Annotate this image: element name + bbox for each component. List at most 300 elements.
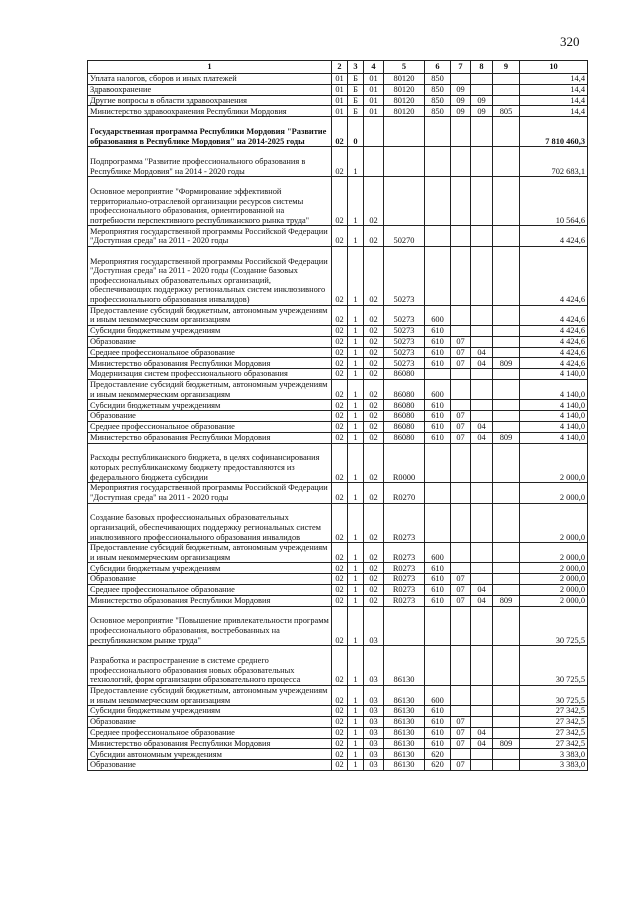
code-ministry <box>493 749 520 760</box>
code-expense-type: 850 <box>425 106 451 117</box>
code-direction: R0273 <box>384 585 425 596</box>
code-subsection: 04 <box>471 432 493 443</box>
code-section: 09 <box>451 106 471 117</box>
code-expense-type: 620 <box>425 760 451 771</box>
table-row <box>88 117 588 147</box>
code-ministry <box>493 411 520 422</box>
code-ministry <box>493 706 520 717</box>
code-sub: 1 <box>348 503 364 543</box>
row-amount: 4 424,6 <box>520 325 588 336</box>
row-amount: 30 725,5 <box>520 646 588 686</box>
code-expense-type: 610 <box>425 563 451 574</box>
row-name: Подпрограмма "Развитие профессионального образования в Республике Мордовия" на 2014 - 2020 годы <box>88 147 332 177</box>
row-amount: 4 424,6 <box>520 336 588 347</box>
table-row <box>88 411 588 422</box>
code-section <box>451 400 471 411</box>
row-amount: 4 424,6 <box>520 358 588 369</box>
code-section: 07 <box>451 717 471 728</box>
row-name: Субсидии бюджетным учреждениям <box>88 400 332 411</box>
code-gp: 02 <box>332 685 348 705</box>
row-name: Субсидии автономным учреждениям <box>88 749 332 760</box>
code-ministry <box>493 325 520 336</box>
code-subsection <box>471 400 493 411</box>
code-ministry <box>493 400 520 411</box>
code-expense-type <box>425 177 451 226</box>
code-direction: 86080 <box>384 379 425 399</box>
code-subsection <box>471 646 493 686</box>
code-expense-type <box>425 117 451 147</box>
row-name: Основное мероприятие "Формирование эффективной территориально-отраслевой организации ресурсов системы профессионального образования, ориентированной на потребности перспективного республиканского рынка труда" <box>88 177 332 226</box>
table-row <box>88 305 588 325</box>
code-ministry: 805 <box>493 106 520 117</box>
code-section <box>451 369 471 380</box>
code-ministry <box>493 147 520 177</box>
table-row <box>88 246 588 305</box>
code-event: 02 <box>364 347 384 358</box>
code-sub: 1 <box>348 685 364 705</box>
code-expense-type <box>425 246 451 305</box>
code-subsection: 04 <box>471 347 493 358</box>
code-event: 03 <box>364 706 384 717</box>
code-direction: 86130 <box>384 646 425 686</box>
code-sub: 1 <box>348 400 364 411</box>
table-row <box>88 177 588 226</box>
code-gp: 02 <box>332 400 348 411</box>
code-subsection <box>471 717 493 728</box>
code-subsection <box>471 749 493 760</box>
code-expense-type: 610 <box>425 717 451 728</box>
code-direction: 50273 <box>384 325 425 336</box>
code-subsection <box>471 147 493 177</box>
code-section <box>451 563 471 574</box>
code-event: 02 <box>364 226 384 246</box>
row-name: Модернизация систем профессионального образования <box>88 369 332 380</box>
code-event: 02 <box>364 379 384 399</box>
code-gp: 02 <box>332 585 348 596</box>
code-section: 07 <box>451 595 471 606</box>
row-amount: 27 342,5 <box>520 738 588 749</box>
row-amount: 2 000,0 <box>520 563 588 574</box>
table-row <box>88 421 588 432</box>
code-event: 02 <box>364 305 384 325</box>
code-sub: 1 <box>348 358 364 369</box>
code-direction: 86130 <box>384 727 425 738</box>
table-row <box>88 727 588 738</box>
code-direction <box>384 177 425 226</box>
code-direction: 80120 <box>384 84 425 95</box>
code-ministry <box>493 177 520 226</box>
code-direction: 50273 <box>384 336 425 347</box>
code-expense-type: 600 <box>425 379 451 399</box>
code-gp: 02 <box>332 226 348 246</box>
code-event: 02 <box>364 325 384 336</box>
code-section <box>451 147 471 177</box>
code-section: 07 <box>451 347 471 358</box>
code-gp: 02 <box>332 646 348 686</box>
code-sub: Б <box>348 106 364 117</box>
table-row <box>88 95 588 106</box>
code-gp: 02 <box>332 717 348 728</box>
code-gp: 02 <box>332 411 348 422</box>
code-section: 07 <box>451 336 471 347</box>
table-row <box>88 760 588 771</box>
code-subsection <box>471 305 493 325</box>
code-gp: 01 <box>332 74 348 85</box>
code-sub: 1 <box>348 543 364 563</box>
row-amount: 27 342,5 <box>520 717 588 728</box>
code-gp: 02 <box>332 443 348 483</box>
code-expense-type: 610 <box>425 432 451 443</box>
code-sub: 1 <box>348 432 364 443</box>
code-expense-type <box>425 226 451 246</box>
code-event: 02 <box>364 563 384 574</box>
code-expense-type <box>425 147 451 177</box>
code-ministry <box>493 760 520 771</box>
table-row <box>88 503 588 543</box>
code-expense-type: 600 <box>425 305 451 325</box>
column-header: 3 <box>348 61 364 74</box>
code-sub: Б <box>348 95 364 106</box>
code-sub: 1 <box>348 717 364 728</box>
code-ministry <box>493 379 520 399</box>
code-gp: 02 <box>332 706 348 717</box>
code-ministry: 809 <box>493 595 520 606</box>
column-header: 9 <box>493 61 520 74</box>
row-amount: 4 140,0 <box>520 379 588 399</box>
code-ministry <box>493 95 520 106</box>
code-section: 07 <box>451 585 471 596</box>
code-subsection <box>471 543 493 563</box>
code-sub: 1 <box>348 305 364 325</box>
code-sub: 1 <box>348 483 364 503</box>
table-row <box>88 432 588 443</box>
code-sub: 1 <box>348 411 364 422</box>
code-sub: 1 <box>348 606 364 646</box>
code-subsection <box>471 443 493 483</box>
code-direction <box>384 117 425 147</box>
code-sub: 1 <box>348 706 364 717</box>
code-gp: 02 <box>332 177 348 226</box>
code-sub: 1 <box>348 347 364 358</box>
table-row <box>88 379 588 399</box>
code-gp: 02 <box>332 749 348 760</box>
code-section <box>451 685 471 705</box>
code-section <box>451 226 471 246</box>
table-row <box>88 749 588 760</box>
code-sub: 1 <box>348 443 364 483</box>
code-subsection: 09 <box>471 106 493 117</box>
row-name: Основное мероприятие "Повышение привлекательности программ профессионального образования, востребованных на республиканском рынке труда" <box>88 606 332 646</box>
code-expense-type: 610 <box>425 738 451 749</box>
table-row <box>88 106 588 117</box>
table-row <box>88 443 588 483</box>
code-event: 03 <box>364 760 384 771</box>
row-name: Министерство образования Республики Мордовия <box>88 595 332 606</box>
code-event: 02 <box>364 336 384 347</box>
code-gp: 02 <box>332 369 348 380</box>
code-event: 01 <box>364 84 384 95</box>
code-section: 07 <box>451 760 471 771</box>
row-amount: 3 383,0 <box>520 749 588 760</box>
code-ministry <box>493 74 520 85</box>
code-expense-type <box>425 369 451 380</box>
table-row <box>88 595 588 606</box>
column-header: 10 <box>520 61 588 74</box>
code-section <box>451 325 471 336</box>
code-expense-type: 610 <box>425 325 451 336</box>
code-gp: 01 <box>332 84 348 95</box>
code-expense-type: 610 <box>425 574 451 585</box>
row-amount: 4 424,6 <box>520 305 588 325</box>
code-section <box>451 646 471 686</box>
code-section <box>451 305 471 325</box>
code-sub: 1 <box>348 574 364 585</box>
code-direction: R0000 <box>384 443 425 483</box>
row-name: Здравоохранение <box>88 84 332 95</box>
code-expense-type: 850 <box>425 74 451 85</box>
table-row <box>88 585 588 596</box>
code-gp: 02 <box>332 432 348 443</box>
code-gp: 02 <box>332 421 348 432</box>
code-expense-type: 620 <box>425 749 451 760</box>
code-subsection <box>471 226 493 246</box>
table-row <box>88 347 588 358</box>
row-amount: 14,4 <box>520 84 588 95</box>
code-sub: 1 <box>348 336 364 347</box>
row-name: Уплата налогов, сборов и иных платежей <box>88 74 332 85</box>
code-gp: 02 <box>332 305 348 325</box>
row-name: Среднее профессиональное образование <box>88 421 332 432</box>
code-event: 02 <box>364 585 384 596</box>
row-name: Предоставление субсидий бюджетным, автономным учреждениям и иным некоммерческим организациям <box>88 379 332 399</box>
row-name: Субсидии бюджетным учреждениям <box>88 706 332 717</box>
code-expense-type <box>425 443 451 483</box>
code-gp: 02 <box>332 379 348 399</box>
code-section: 07 <box>451 574 471 585</box>
row-amount: 27 342,5 <box>520 706 588 717</box>
code-event: 01 <box>364 74 384 85</box>
row-amount: 27 342,5 <box>520 727 588 738</box>
row-amount: 2 000,0 <box>520 443 588 483</box>
table-row <box>88 563 588 574</box>
row-amount: 4 140,0 <box>520 432 588 443</box>
row-name: Образование <box>88 760 332 771</box>
table-row <box>88 369 588 380</box>
code-gp: 02 <box>332 336 348 347</box>
row-name: Предоставление субсидий бюджетным, автономным учреждениям и иным некоммерческим организациям <box>88 685 332 705</box>
row-name: Образование <box>88 717 332 728</box>
code-direction: R0273 <box>384 595 425 606</box>
budget-table <box>87 60 588 771</box>
code-sub: 1 <box>348 727 364 738</box>
code-direction: 80120 <box>384 74 425 85</box>
table-body <box>88 74 588 771</box>
code-subsection <box>471 483 493 503</box>
page-number: 320 <box>560 34 580 49</box>
code-event: 03 <box>364 749 384 760</box>
code-subsection: 04 <box>471 585 493 596</box>
code-sub: 1 <box>348 325 364 336</box>
code-gp: 02 <box>332 760 348 771</box>
code-ministry <box>493 606 520 646</box>
row-name: Субсидии бюджетным учреждениям <box>88 563 332 574</box>
code-subsection <box>471 563 493 574</box>
code-direction: 86080 <box>384 432 425 443</box>
table-row <box>88 483 588 503</box>
row-name: Мероприятия государственной программы Российской Федерации "Доступная среда" на 2011 - 2020 годы <box>88 483 332 503</box>
code-subsection: 04 <box>471 738 493 749</box>
row-name: Мероприятия государственной программы Российской Федерации "Доступная среда" на 2011 - 2020 годы (Создание базовых профессиональных образовательных организаций, обеспечивающих поддержку региональных систем инклюзивного профессионального образования инвалидов) <box>88 246 332 305</box>
code-direction: R0270 <box>384 483 425 503</box>
code-ministry <box>493 574 520 585</box>
row-name: Мероприятия государственной программы Российской Федерации "Доступная среда" на 2011 - 2020 годы <box>88 226 332 246</box>
code-sub: 1 <box>348 646 364 686</box>
code-direction: 86080 <box>384 369 425 380</box>
code-event: 02 <box>364 483 384 503</box>
code-event: 03 <box>364 685 384 705</box>
column-header: 7 <box>451 61 471 74</box>
code-direction: 86130 <box>384 760 425 771</box>
code-direction: R0273 <box>384 563 425 574</box>
code-gp: 02 <box>332 543 348 563</box>
code-event: 03 <box>364 727 384 738</box>
column-header: 2 <box>332 61 348 74</box>
row-name: Создание базовых профессиональных образовательных организаций, обеспечивающих поддержку региональных систем инклюзивного профессионального образования инвалидов <box>88 503 332 543</box>
table-row <box>88 74 588 85</box>
table-row <box>88 738 588 749</box>
code-gp: 02 <box>332 606 348 646</box>
code-section <box>451 749 471 760</box>
code-gp: 02 <box>332 503 348 543</box>
row-amount: 4 140,0 <box>520 400 588 411</box>
code-sub: 1 <box>348 421 364 432</box>
code-ministry <box>493 543 520 563</box>
code-gp: 02 <box>332 147 348 177</box>
code-event: 03 <box>364 606 384 646</box>
code-subsection <box>471 369 493 380</box>
row-name: Государственная программа Республики Мордовия "Развитие образования в Республике Мордовия" на 2014-2025 годы <box>88 117 332 147</box>
code-direction: 86080 <box>384 411 425 422</box>
row-amount: 30 725,5 <box>520 685 588 705</box>
row-amount: 4 424,6 <box>520 347 588 358</box>
code-direction: 80120 <box>384 106 425 117</box>
code-sub: 1 <box>348 738 364 749</box>
row-name: Министерство здравоохранения Республики Мордовия <box>88 106 332 117</box>
code-section: 07 <box>451 738 471 749</box>
code-ministry <box>493 347 520 358</box>
row-amount: 4 424,6 <box>520 246 588 305</box>
row-name: Образование <box>88 336 332 347</box>
code-event: 02 <box>364 432 384 443</box>
column-header: 5 <box>384 61 425 74</box>
table-header <box>88 61 588 74</box>
row-amount: 2 000,0 <box>520 585 588 596</box>
column-header: 8 <box>471 61 493 74</box>
column-header: 4 <box>364 61 384 74</box>
code-ministry <box>493 246 520 305</box>
code-subsection <box>471 246 493 305</box>
row-amount: 3 383,0 <box>520 760 588 771</box>
code-section: 09 <box>451 95 471 106</box>
code-ministry <box>493 685 520 705</box>
code-gp: 01 <box>332 106 348 117</box>
code-subsection <box>471 706 493 717</box>
row-amount: 2 000,0 <box>520 503 588 543</box>
row-amount: 10 564,6 <box>520 177 588 226</box>
table-row <box>88 147 588 177</box>
code-direction: 50273 <box>384 305 425 325</box>
code-section <box>451 246 471 305</box>
table-row <box>88 717 588 728</box>
code-sub: 1 <box>348 147 364 177</box>
code-gp: 02 <box>332 483 348 503</box>
code-expense-type <box>425 483 451 503</box>
table-row <box>88 574 588 585</box>
code-gp: 02 <box>332 738 348 749</box>
code-sub: Б <box>348 84 364 95</box>
code-sub: 1 <box>348 379 364 399</box>
header-row <box>88 61 588 74</box>
row-amount: 2 000,0 <box>520 595 588 606</box>
code-sub: 0 <box>348 117 364 147</box>
row-amount: 14,4 <box>520 95 588 106</box>
code-section: 07 <box>451 358 471 369</box>
code-subsection <box>471 685 493 705</box>
row-name: Среднее профессиональное образование <box>88 347 332 358</box>
code-subsection <box>471 760 493 771</box>
code-ministry <box>493 646 520 686</box>
code-ministry <box>493 84 520 95</box>
code-subsection <box>471 117 493 147</box>
code-ministry <box>493 443 520 483</box>
code-sub: 1 <box>348 563 364 574</box>
row-name: Министерство образования Республики Мордовия <box>88 738 332 749</box>
code-event: 02 <box>364 411 384 422</box>
table-row <box>88 226 588 246</box>
code-expense-type <box>425 646 451 686</box>
code-subsection <box>471 503 493 543</box>
code-ministry <box>493 226 520 246</box>
code-event: 03 <box>364 717 384 728</box>
code-event: 03 <box>364 646 384 686</box>
code-gp: 02 <box>332 727 348 738</box>
code-event: 02 <box>364 369 384 380</box>
code-subsection <box>471 177 493 226</box>
code-ministry <box>493 717 520 728</box>
row-amount: 4 424,6 <box>520 226 588 246</box>
code-event: 01 <box>364 106 384 117</box>
table-row <box>88 706 588 717</box>
row-amount: 2 000,0 <box>520 574 588 585</box>
code-expense-type: 610 <box>425 595 451 606</box>
code-ministry <box>493 421 520 432</box>
code-section <box>451 706 471 717</box>
code-subsection <box>471 336 493 347</box>
code-gp: 02 <box>332 358 348 369</box>
row-name: Среднее профессиональное образование <box>88 585 332 596</box>
row-name: Предоставление субсидий бюджетным, автономным учреждениям и иным некоммерческим организациям <box>88 543 332 563</box>
code-gp: 02 <box>332 595 348 606</box>
code-direction <box>384 147 425 177</box>
code-event: 02 <box>364 421 384 432</box>
table-row <box>88 646 588 686</box>
code-section: 07 <box>451 421 471 432</box>
code-ministry <box>493 503 520 543</box>
row-amount: 702 683,1 <box>520 147 588 177</box>
code-direction: R0273 <box>384 543 425 563</box>
code-sub: 1 <box>348 585 364 596</box>
code-section: 09 <box>451 84 471 95</box>
